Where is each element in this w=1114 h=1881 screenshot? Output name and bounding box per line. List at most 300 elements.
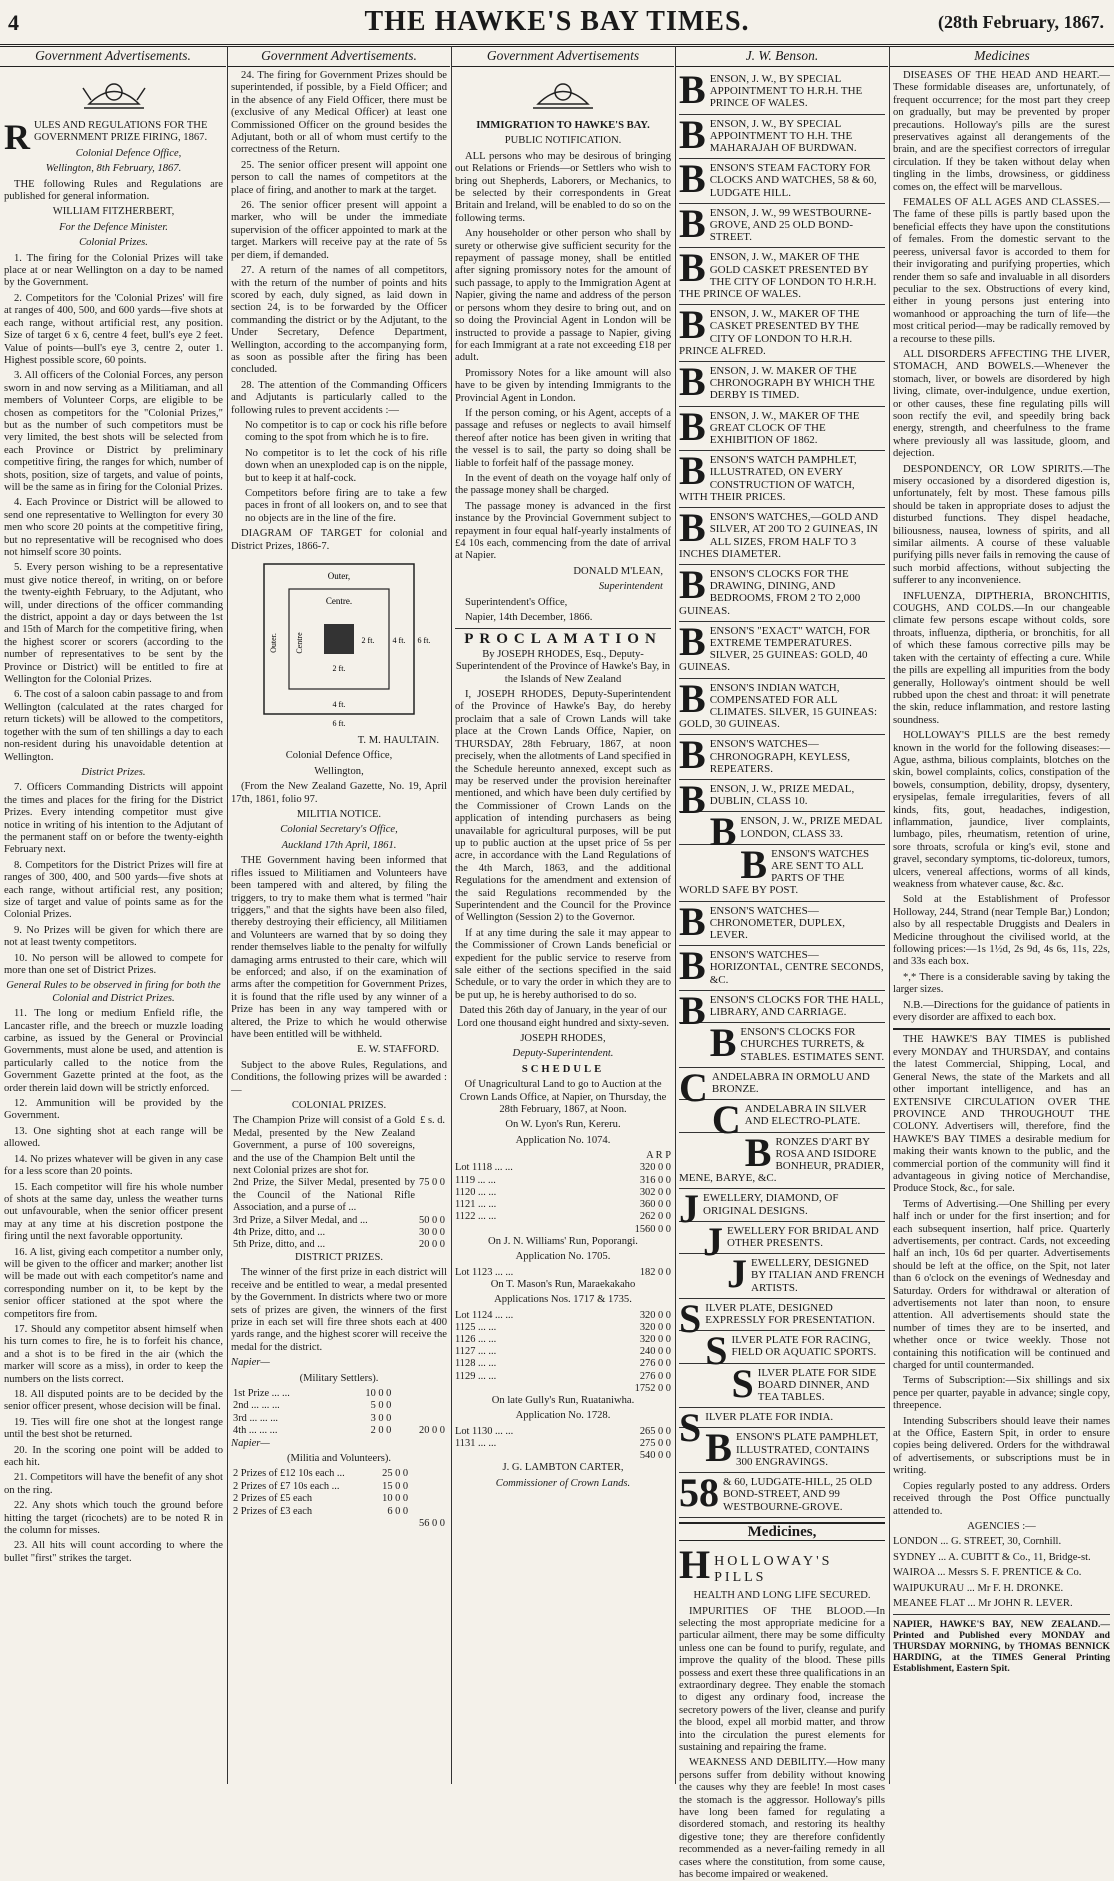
- benson-ad-text: EWELLERY, DESIGNED BY ITALIAN AND FRENCH ARTISTS.: [751, 1257, 885, 1294]
- column-5: [893, 70, 1110, 1782]
- lot-total: [455, 1450, 671, 1462]
- drop-cap: B: [679, 403, 706, 449]
- subheading: District Prizes.: [81, 766, 146, 778]
- times-notice: Terms of Advertising.—One Shilling per every half inch or under for the first insertion; and for each subsequent insertion, half price. Quarterly advertisements, per contract. Cards, not exceeding half an inch, 10s 6d per quarter. Advertisements should be left at the office, on the Spit, not later than 6 o'clock on the evenings of Wednesday and Saturday. Orders for withdrawal or alteration of advertisements not later than noon, to ensure attention. All advertisements should state the number of times they are to be inserted, and whether once or twice weekly. Those not containing this notification will be continued and charged for until countermanded.: [893, 1198, 1110, 1372]
- drop-cap: B: [679, 245, 706, 291]
- newspaper-title: THE HAWKE'S BAY TIMES.: [364, 6, 750, 37]
- prize-desc: The Champion Prize will consist of a Gold Medal, presented by the New Zealand Government, a purse of 100 sovereigns, and the use of the Champion Belt until the next Colonial prizes are shot for.: [233, 1115, 416, 1177]
- lot-list: [455, 1310, 671, 1383]
- prize-desc: 3rd Prize, a Silver Medal, and ...: [233, 1214, 368, 1226]
- colonial-prize-table: [231, 1115, 447, 1251]
- page-number: 4: [8, 10, 19, 35]
- rule-paragraph: 26. The senior officer present will appoint a marker, who will be under the immediate supervision of the officer appointed to mark at the target. Markers will receive pay at the rate of 5s per diem, if demanded.: [231, 200, 447, 261]
- benson-ad-text: ILVER PLATE FOR SIDE BOARD DINNER, AND TEA TABLES.: [757, 1366, 877, 1404]
- lot-area: 320 0 0: [639, 1321, 671, 1333]
- drop-cap: B: [679, 111, 706, 157]
- prize-total: 56 0 0: [419, 1518, 445, 1529]
- drop-cap: S: [679, 1295, 702, 1341]
- militia-notice: THE Government having been informed that rifles issued to Militiamen and Volunteers have been tampered with and altered, by filing the triggers, to try to make them what is termed "hair triggers," and that the sights have been also filed, thereby destroying their efficiency, all Militiamen and Volunteers are warned that by so doing they render themselves liable to the penalty for wilfully damaging arms entrusted to their care, which will be enforced; and also, if on the examination of arms after the competition for Government Prizes, it is found that the rifle used by any winner of a Prize has been in any way tampered with or altered, the Prize to which he would otherwise have been entitled will be withheld.: [231, 855, 447, 1040]
- rules-title: ULES AND REGULATIONS FOR THE GOVERNMENT PRIZE FIRING, 1867.: [34, 120, 208, 144]
- diagram-label: 6 ft.: [417, 636, 431, 646]
- intro-paragraph: THE following Rules and Regulations are published for general information.: [4, 178, 223, 203]
- subheading: Colonial Prizes.: [79, 237, 148, 249]
- drop-cap: B: [709, 1020, 737, 1066]
- benson-ad: [679, 561, 885, 622]
- prize-value: 50 0 0: [419, 1214, 445, 1226]
- lot-number: 1128 ... ...: [455, 1358, 497, 1370]
- benson-ad: [679, 111, 885, 160]
- notice-paragraph: Any householder or other person who shall by surety or otherwise give sufficient security for the repayment of passage money, shall be entitled after signing promissory notes for the amount of such passage, to apply to the Immigration Agent at Napier, giving the name and address of the person or persons whom they desire to bring out, and on so doing the Provincial Agent in London will be instructed to provide a passage to Napier, giving for each Immigrant at a rate not exceeding £18 per adult.: [455, 228, 671, 364]
- lot-number: 1121 ... ...: [455, 1199, 497, 1211]
- benson-ad: [679, 898, 885, 947]
- prize-desc: 4th ... ... ...: [233, 1425, 278, 1437]
- notice-paragraph: Promissory Notes for a like amount will also have to be given by intending Immigrants to the Provincial Agent in London.: [455, 367, 671, 404]
- drop-cap: H: [679, 1542, 711, 1588]
- benson-ad: [679, 1186, 885, 1232]
- diagram-label: 2 ft.: [361, 636, 375, 646]
- lot-row: [455, 1371, 671, 1383]
- benson-ad-text: ENSON'S WATCH PAMPHLET, ILLUSTRATED, ON EVERY CONSTRUCTION OF WATCH, WITH THEIR PRICES.: [679, 454, 857, 503]
- prize-desc: 2 Prizes of £3 each: [233, 1505, 313, 1517]
- lot-row: [455, 1358, 671, 1370]
- times-notice: Intending Subscribers should leave their names at the Office, Eastern Spit, in order to ensure copies being delivered. Orders for the withdrawal of advertisements, or subscriptions must be in writing.: [893, 1415, 1110, 1477]
- column-1: [4, 70, 223, 1782]
- lot-row: [455, 1267, 671, 1279]
- drop-cap: C: [711, 1097, 741, 1143]
- proclamation-title: PROCLAMATION: [464, 631, 662, 648]
- lot-row: [455, 1211, 671, 1223]
- agencies-heading: AGENCIES :—: [967, 1520, 1036, 1532]
- safety-rule: No competitor is to let the cock of his rifle down when an unexploded cap is on the nipple, but to keep it at half-cock.: [245, 447, 447, 484]
- schedule-title: SCHEDULE: [521, 1063, 605, 1075]
- benson-ad-text: EWELLERY FOR BRIDAL AND OTHER PRESENTS.: [727, 1224, 879, 1250]
- column-rule: [227, 46, 228, 1784]
- benson-ad: [679, 987, 885, 1033]
- rule-paragraph: 27. A return of the names of all competitors, with the return of the number of points and hits scored by each, duly signed, as laid down in section 24, is to be forwarded by the Officer commanding the district or by the Adjutant, to the Under Secretary, Defence Department, Wellington, according to the accompanying form, as soon as possible after the firing has been concluded.: [231, 265, 447, 376]
- rule-paragraph: 20. In the scoring one point will be added to each hit.: [4, 1444, 223, 1469]
- lot-area: 360 0 0: [639, 1199, 671, 1211]
- signature: DONALD M'LEAN,: [573, 565, 663, 577]
- lot-row: [455, 1438, 671, 1450]
- lot-row: [455, 1199, 671, 1211]
- diagram-label: Outer.: [269, 633, 278, 653]
- rule-paragraph: 17. Should any competitor absent himself when his turn comes to fire, he is to forfeit his chance, and a shot is to be fired in the air (which the marker will score as a miss), in order to keep the numbers on the lists correct.: [4, 1323, 223, 1385]
- benson-ad: [679, 448, 885, 508]
- drop-cap: J: [703, 1218, 723, 1264]
- benson-ad-text: EWELLERY, DIAMOND, OF ORIGINAL DESIGNS.: [703, 1192, 839, 1217]
- place-line: Auckland 17th April, 1861.: [281, 839, 397, 851]
- lot-number: 1131 ... ...: [455, 1437, 497, 1449]
- benson-ad-text: ENSON'S CLOCKS FOR THE HALL, LIBRARY, AND CARRIAGE.: [709, 993, 884, 1018]
- lot-area: 262 0 0: [639, 1211, 671, 1223]
- times-notice: Copies regularly posted to any address. Orders received through the Post Office punctually attended to.: [893, 1480, 1110, 1517]
- signature: E. W. STAFFORD.: [357, 1044, 439, 1056]
- rule-paragraph: 28. The attention of the Commanding Officers and Adjutants is particularly called to the following rules to prevent accidents :—: [231, 379, 447, 416]
- prize-value: 30 0 0: [419, 1227, 445, 1239]
- medicine-paragraph: INFLUENZA, DIPTHERIA, BRONCHITIS, COUGHS, AND COLDS.—In our changeable climate few persons escape without colds, sore throats, influenza, diptheria, or bronchitis, for all of which these famous corrective pills may be taken with the certainty of effecting a cure. While the pills are expelling all impurities from the body generally, Holloway's ointment should be well rubbed upon the chest and throat: it will penetrate the skin, reduce inflammation, and restore lasting soundness.: [893, 590, 1110, 726]
- signature-title: Deputy-Superintendent.: [512, 1048, 614, 1060]
- drop-cap: C: [679, 1064, 708, 1110]
- drop-cap: B: [705, 1425, 732, 1471]
- medicines-header: Medicines,: [679, 1522, 885, 1541]
- benson-ad-text: ILVER PLATE FOR RACING, FIELD OR AQUATIC SPORTS.: [731, 1334, 877, 1359]
- drop-cap: J: [679, 1186, 699, 1232]
- rule-paragraph: 10. No person will be allowed to compete for more than one set of District Prizes.: [4, 952, 223, 976]
- column-header-3: Government Advertisements: [452, 46, 674, 67]
- benson-ad: [679, 1470, 885, 1518]
- lot-row: [455, 1310, 671, 1322]
- benson-ad-text: ENSON'S WATCHES—CHRONOMETER, DUPLEX, LEVER.: [709, 904, 846, 941]
- benson-ad-list: [679, 67, 885, 1068]
- drop-cap: J: [727, 1251, 747, 1297]
- diagram-label: 4 ft.: [392, 636, 406, 646]
- rule-paragraph: 23. All hits will count according to where the bullet "first" strikes the target.: [4, 1540, 223, 1564]
- column-3: [455, 70, 671, 1782]
- proclamation-by: By JOSEPH RHODES, Esq., Deputy-Superintendent of the Province of Hawke's Bay, in the Islands of New Zealand: [455, 648, 671, 685]
- prize-value: 6 0 0: [387, 1505, 409, 1517]
- drop-cap: B: [679, 200, 706, 246]
- benson-ad-text: ENSON'S "EXACT" WATCH, FOR EXTREME TEMPERATURES. SILVER, 25 GUINEAS: GOLD, 40 GUINEAS.: [679, 624, 871, 674]
- lot-number: 1129 ... ...: [455, 1370, 497, 1382]
- benson-ad: [679, 302, 885, 362]
- drop-cap: S: [731, 1360, 754, 1406]
- office-line: Superintendent's Office,: [465, 596, 568, 608]
- arp-header: A R P: [646, 1150, 671, 1162]
- divider: [893, 1614, 1110, 1615]
- place-line: Wellington,: [314, 765, 364, 777]
- benson-ad-text: ENSON, J. W., BY SPECIAL APPOINTMENT TO H.R.H. THE PRINCE OF WALES.: [709, 73, 863, 110]
- column-header-4: J. W. Benson.: [676, 46, 888, 67]
- lot-total-value: 1560 0 0: [634, 1223, 671, 1235]
- drop-cap: R: [4, 117, 30, 157]
- lot-header: [455, 1150, 671, 1162]
- rule-paragraph: 19. Ties will fire one shot at the longest range until the best shot be returned.: [4, 1416, 223, 1441]
- benson-ad-text: ANDELABRA IN SILVER AND ELECTRO-PLATE.: [744, 1103, 867, 1128]
- lot-row: [455, 1346, 671, 1358]
- benson-ad-text: ENSON, J. W., MAKER OF THE GOLD CASKET PRESENTED BY THE CITY OF LONDON TO H.R.H. THE PRINCE OF WALES.: [679, 251, 877, 301]
- column-2: [231, 70, 447, 1782]
- rule-paragraph: 7. Officers Commanding Districts will appoint the times and places for the firing for the District Prizes. Every intending competitor must give notice in writing of his intention to the Adjutant of the permanent staff on or before the twenty-eighth February next.: [4, 782, 223, 856]
- benson-ad-text: ENSON'S WATCHES—CHRONOGRAPH, KEYLESS, REPEATERS.: [709, 738, 850, 775]
- agency-line: WAIROA ... Messrs S. F. PRENTICE & Co.: [893, 1567, 1082, 1579]
- prize-value: 75 0 0: [419, 1177, 445, 1189]
- benson-ad: [679, 776, 885, 822]
- prize-value: 15 0 0: [382, 1480, 409, 1492]
- safety-rule: No competitor is to cap or cock his rifle before coming to the spot from which he is to fire.: [245, 419, 447, 444]
- office-line: Colonial Defence Office,: [75, 147, 182, 159]
- prize-value: 2 0 0: [370, 1425, 392, 1437]
- notice-paragraph: ALL persons who may be desirous of bringing out Relations or Friends—or Settlers who wish to bring out Shepherds, Laborers, or Mechanics, to be selected by their correspondents in Great Britain and Ireland, will be enabled to do so on the following terms.: [455, 150, 671, 224]
- benson-ad: [679, 1425, 885, 1473]
- prize-desc: 2nd Prize, the Silver Medal, presented by the Council of the National Rifle Association, and a purse of ...: [233, 1177, 416, 1214]
- benson-ad: [679, 1328, 885, 1374]
- lot-number: 1120 ... ...: [455, 1186, 497, 1198]
- masthead: [0, 0, 1114, 47]
- prizes-intro: Subject to the above Rules, Regulations, and Conditions, the following prizes will be awarded :—: [231, 1059, 447, 1096]
- benson-ad-text: ILVER PLATE, DESIGNED EXPRESSLY FOR PRESENTATION.: [705, 1301, 875, 1327]
- rule-paragraph: 14. No prizes whatever will be given in any case for a less score than 20 points.: [4, 1153, 223, 1178]
- benson-ad: [679, 1097, 885, 1143]
- diagram-label: Centre: [295, 632, 304, 654]
- prize-value: 10 0 0: [382, 1493, 409, 1505]
- drop-cap: B: [679, 732, 706, 778]
- prize-desc: 2 Prizes of £12 10s each ...: [233, 1468, 345, 1480]
- rule-paragraph: 1. The firing for the Colonial Prizes will take place at or near Wellington on a day to be named by the Government.: [4, 252, 223, 289]
- issue-date: (28th February, 1867.: [938, 12, 1104, 32]
- agency-line: MEANEE FLAT ... Mr JOHN R. LEVER.: [893, 1597, 1073, 1609]
- drop-cap: B: [744, 1129, 772, 1175]
- run-name: On W. Lyon's Run, Kereru.: [505, 1119, 621, 1131]
- lot-number: 1122 ... ...: [455, 1211, 497, 1223]
- benson-ad-text: ENSON, J. W. MAKER OF THE CHRONOGRAPH BY WHICH THE DERBY IS TIMED.: [709, 365, 875, 402]
- benson-ad: [679, 943, 885, 991]
- drop-cap: B: [679, 987, 706, 1033]
- lot-row: [455, 1175, 671, 1187]
- signature: J. G. LAMBTON CARTER,: [502, 1462, 624, 1474]
- lot-number: 1125 ... ...: [455, 1321, 497, 1333]
- lot-row: [455, 1334, 671, 1346]
- place-line: Wellington, 8th February, 1867.: [45, 163, 182, 175]
- lot-total-value: 1752 0 0: [634, 1382, 671, 1394]
- lot-area: 275 0 0: [639, 1437, 671, 1449]
- signer-title: For the Defence Minister.: [59, 221, 168, 233]
- times-notice: THE HAWKE'S BAY TIMES is published every MONDAY and THURSDAY, and contains the latest Commercial, Shipping, Local, and General News, the state of the Markets and all other important intelligence, and has an EXTENSIVE CIRCULATION OVER THE PROVINCE AND THROUGHOUT THE COLONY. Advertisers will, therefore, find the HAWKE'S BAY TIMES a desirable medium for making their wants known to the public, and the commercial portion of the community will find it advantageous in giving notice of Merchandise, Produce Stock, &c., for sale.: [893, 1034, 1110, 1195]
- gazette-note: (From the New Zealand Gazette, No. 19, April 17th, 1861, folio 97.: [231, 781, 447, 805]
- schedule-text: Of Unagricultural Land to go to Auction at the Crown Lands Office, at Napier, on Thursday, the 28th February, 1867, at Noon.: [459, 1079, 667, 1116]
- safety-rule: Competitors before firing are to take a few paces in front of all lookers on, and to see that no objects are in the line of the fire.: [245, 488, 447, 524]
- agency-line: LONDON ... G. STREET, 30, Cornhill.: [893, 1536, 1062, 1548]
- imprint: NAPIER, HAWKE'S BAY, NEW ZEALAND.—Printed and Published every MONDAY and THURSDAY MORNING, by THOMAS BENNICK HARDING, at the TIMES General Printing Establishment, Eastern Spit.: [893, 1619, 1110, 1675]
- prize-desc: 1st Prize ... ...: [233, 1387, 290, 1399]
- lot-row: [455, 1322, 671, 1334]
- diagram-label: 6 ft.: [332, 719, 346, 729]
- lot-number: Lot 1118 ... ...: [455, 1162, 513, 1174]
- rule-paragraph: 21. Competitors will have the benefit of any shot on the ring.: [4, 1472, 223, 1496]
- signer-name: WILLIAM FITZHERBERT,: [52, 206, 175, 218]
- lot-area: 320 0 0: [639, 1333, 671, 1345]
- benson-ad: [679, 618, 885, 679]
- lot-total: [455, 1224, 671, 1236]
- application-number: Application No. 1074.: [515, 1134, 611, 1146]
- benson-ad-list-extra: [679, 1064, 885, 1518]
- column-header-5: Medicines: [890, 46, 1114, 67]
- benson-ad-text: ENSON'S PLATE PAMPHLET, ILLUSTRATED, CONTAINS 300 ENGRAVINGS.: [735, 1431, 879, 1468]
- drop-cap: B: [679, 675, 706, 721]
- office-line: Colonial Defence Office,: [285, 750, 393, 762]
- benson-ad: [679, 1218, 885, 1264]
- lot-number: Lot 1130 ... ...: [455, 1425, 514, 1437]
- benson-ad-text: ENSON'S WATCHES ARE SENT TO ALL PARTS OF THE WORLD SAFE BY POST.: [679, 847, 870, 897]
- drop-cap: 58: [679, 1470, 719, 1516]
- diagram-label: Centre.: [325, 596, 353, 607]
- medicine-paragraph: *,* There is a considerable saving by taking the larger sizes.: [893, 971, 1110, 996]
- rule-paragraph: 4. Each Province or District will be allowed to send one representative to Wellington for every 30 men who score 20 points at the competitive firing, but no representative will be recognised who does not himself score 30 points.: [4, 497, 223, 558]
- benson-ad-text: ILVER PLATE FOR INDIA.: [705, 1411, 834, 1424]
- column-rule: [889, 46, 890, 1784]
- drop-cap: B: [679, 561, 706, 607]
- lot-row: [455, 1426, 671, 1438]
- benson-ad-text: ENSON'S WATCHES—HORIZONTAL, CENTRE SECONDS, &C.: [709, 949, 884, 986]
- holloway-ad: [679, 1542, 885, 1590]
- rule-paragraph: 5. Every person wishing to be a representative must give notice thereof, in writing, on or before the twenty-eighth February, to the Adjutant, who will, under directions of the officer commanding the district, appoint a day or days between the 1st and 15th of March for the competitive firing, when the highest scorer or scorers (according to the number of representatives to be sent by the Province or District) will be entitled to fire at Wellington for the Colonial Prizes.: [4, 562, 223, 686]
- subheading: DISTRICT PRIZES.: [294, 1251, 384, 1263]
- rule-paragraph: 2. Competitors for the 'Colonial Prizes' will fire at ranges of 400, 500, and 600 yards—five shots at each range, without artificial rest, any position. Size of target 6 x 6, centre 4 feet, bull's eye 2 feet. Value of points—bull's eye 3, centre 2, outer 1. Highest possible score, 60 points.: [4, 292, 223, 366]
- notice-paragraph: I, JOSEPH RHODES, Deputy-Superintendent of the Province of Hawke's Bay, do hereby proclaim that a sale of Crown Lands will take place at the Crown Lands Office, Napier, on THURSDAY, 28th February, 1867, at noon precisely, when the allotments of Land specified in the Schedule hereunto annexed, except such as may be reserved under the provision hereinafter mentioned, and which have been duly certified by the Commissioner of Crown Lands on the application of intending purchasers as being unavailable for agricultural purposes, will be put up to public auction at the upset price of 5s per acre, in accordance with the Land Regulations of the 4th March, 1863, and the additional Regulations for the amendment and extension of the said Regulations recommended by the Superintendent and the Council for the Province of Wellington (Session 2) to the Governor.: [455, 689, 671, 924]
- notice-paragraph: In the event of death on the voyage half only of the passage money shall be charged.: [455, 472, 671, 497]
- lot-number: 1119 ... ...: [455, 1174, 496, 1186]
- subheading: (Military Settlers).: [299, 1372, 379, 1384]
- drop-cap: B: [679, 448, 706, 494]
- rule-paragraph: 22. Any shots which touch the ground before hitting the target (ricochets) are to be noted R in the column for misses.: [4, 1500, 223, 1537]
- prize-value: 20 0 0: [419, 1239, 445, 1251]
- medicine-paragraph: DISEASES OF THE HEAD AND HEART.—These formidable diseases are, unfortunately, of frequent occurrence; for the most part they creep on gradually, but may be prevented by proper precautions. Holloway's pills are the surest preservatives against all derangements of the brain, and are the specifiest correctors of irregular circulation. If they be taken without delay when tingling in the limbs, drowsiness, or giddiness comes on, the effect will be marvellous.: [893, 70, 1110, 193]
- rule-paragraph: 18. All disputed points are to be decided by the senior officer present, whose decision will be final.: [4, 1389, 223, 1413]
- drop-cap: B: [679, 618, 706, 664]
- medicine-paragraph: WEAKNESS AND DEBILITY.—How many persons suffer from debility without knowing the causes why they are feeble! In most cases the stomach is the aggressor. Holloway's pills have long been famed for regulating a disordered stomach, and restoring its healthy digestive tone; they are therefore confidently recommended as a never-failing remedy in all cases where the constitution, from some cause, has become impaired or weakened.: [679, 1757, 885, 1881]
- drop-cap: B: [679, 943, 706, 989]
- drop-cap: B: [709, 809, 737, 855]
- signature: T. M. HAULTAIN.: [357, 735, 439, 747]
- diagram-label: 2 ft.: [332, 664, 346, 674]
- subheading: General Rules to be observed in firing for both the Colonial and District Prizes.: [6, 980, 221, 1004]
- district-prizes-text: The winner of the first prize in each district will receive and be entitled to wear, a medal presented by the Government. In districts where two or more sets of prizes are given, the winners of the first prize in each set will fire three shots each at 400 yards range, and the highest scorer will receive the medal for the district.: [231, 1267, 447, 1353]
- rule-paragraph: 11. The long or medium Enfield rifle, the Lancaster rifle, and the breech or muzzle loading carbine, as issued by the General or Provincial Governments, must alone be used, and attention is particularly called to the notice from the Government Gazette printed at the foot, as the order therein laid down will be strictly enforced.: [4, 1008, 223, 1094]
- settlers-prize-table: [231, 1388, 447, 1438]
- lot-area: 182 0 0: [639, 1266, 671, 1278]
- application-number: Applications Nos. 1717 & 1735.: [494, 1294, 632, 1306]
- lot-area: 265 0 0: [639, 1425, 671, 1437]
- benson-ad: [679, 200, 885, 249]
- royal-crest-icon: [79, 74, 149, 114]
- rule-paragraph: 16. A list, giving each competitor a number only, will be given to the officer and marker; another list will be made out with each competitor's name and corresponding number on it, to be kept by the senior officer stationed at the spot where the competitors fire from.: [4, 1246, 223, 1320]
- benson-ad-text: ENSON'S CLOCKS FOR THE DRAWING, DINING, AND BEDROOMS, FROM 2 TO 2,000 GUINEAS.: [679, 567, 861, 617]
- subheading: PUBLIC NOTIFICATION.: [504, 135, 622, 147]
- medicine-paragraph: HOLLOWAY'S PILLS are the best remedy known in the world for the following diseases:—Ague, asthma, bilious complaints, blotches on the skin, bowel complaints, colics, constipation of the bowels, consumption, debility, dropsy, dysentery, erysipelas, female irregularities, fevers of all kinds, fits, gout, headaches, indigestion, inflammation, jaundice, liver complaints, lumbago, piles, rheumatism, retention of urine, sore throats, scrofula or king's evil, stone and gravel, secondary symptoms, tic-doloreux, tumors, ulcers, venereal affections, worms of all kinds, weakness from whatever cause, &c. &c.: [893, 730, 1110, 890]
- benson-ad-text: & 60, LUDGATE-HILL, 25 OLD BOND-STREET, AND 99 WESTBOURNE-GROVE.: [723, 1476, 873, 1513]
- benson-ad: [679, 403, 885, 452]
- place-line: Napier, 14th December, 1866.: [465, 612, 593, 624]
- signature: JOSEPH RHODES,: [520, 1033, 606, 1045]
- prize-desc: 2 Prizes of £5 each: [233, 1493, 313, 1505]
- notice-paragraph: If the person coming, or his Agent, accepts of a passage and refuses or neglects to avail himself thereof after notice has been given in writing that the vessel is to sail, the party so doing shall be liable to forfeit half of the passage money.: [455, 407, 671, 469]
- benson-ad: [679, 1064, 885, 1110]
- subheading: COLONIAL PRIZES.: [291, 1100, 387, 1111]
- column-4: [679, 67, 885, 1881]
- benson-ad-text: ENSON'S WATCHES,—GOLD AND SILVER, AT 200 TO 2 GUINEAS, IN ALL SIZES, FROM HALF TO 3 INCHES DIAMETER.: [679, 511, 879, 560]
- lot-area: 320 0 0: [639, 1162, 671, 1174]
- benson-ad-text: ENSON'S CLOCKS FOR CHURCHES TURRETS, & STABLES. ESTIMATES SENT.: [740, 1026, 885, 1063]
- medicine-paragraph: N.B.—Directions for the guidance of patients in every disorder are affixed to each box.: [893, 999, 1110, 1024]
- benson-ad: [679, 156, 885, 204]
- benson-ad-text: ENSON'S INDIAN WATCH, COMPENSATED FOR ALL CLIMATES. SILVER, 15 GUINEAS: GOLD, 30 GUINEAS.: [679, 681, 878, 731]
- lot-area: 316 0 0: [639, 1174, 671, 1186]
- drop-cap: S: [705, 1328, 728, 1374]
- medicine-paragraph: ALL DISORDERS AFFECTING THE LIVER, STOMACH, AND BOWELS.—Whenever the stomach, liver, or bowels are disordered by high living, climate, over-indulgence, undue exertion, or other causes, these fine regulating pills will soon rectify the evil, and speedily bring back energy, strength, and cheerfulness to the frame where previously all was lassitude, gloom, and dejection.: [893, 348, 1110, 460]
- medicine-paragraph: IMPURITIES OF THE BLOOD.—In selecting the most appropriate medicine for a particular ailment, there may be some difficulty unless one can be found to purify, regulate, and improve the quality of the blood. These pills possess and exert these three qualifications in an extraordinary degree. They enable the stomach to digest any ordinary food, increase the secretory powers of the liver, cleanse and purify the blood, expel all morbid matter, and throw into the circulation the purest elements for sustaining and repairing the frame.: [679, 1605, 885, 1753]
- lot-area: 320 0 0: [639, 1309, 671, 1321]
- drop-cap: B: [679, 505, 706, 551]
- target-diagram: [244, 559, 434, 729]
- prize-value: 3 0 0: [370, 1412, 392, 1424]
- run-name: On J. N. Williams' Run, Poporangi.: [488, 1235, 638, 1247]
- lot-list: [455, 1162, 671, 1223]
- benson-ad-text: ENSON, J. W., PRIZE MEDAL LONDON, CLASS 33.: [740, 815, 882, 840]
- lot-number: 1126 ... ...: [455, 1333, 497, 1345]
- benson-ad-text: ENSON'S STEAM FACTORY FOR CLOCKS AND WATCHES, 58 & 60, LUDGATE HILL.: [709, 162, 877, 199]
- rule-paragraph: 24. The firing for Government Prizes should be superintended, if possible, by a Field Officer; and in the absence of any Field Officer, there must be (exclusive of any Medical Officer) at least one Commissioned Officer on the ground besides the Adjutant, both or all of whom must certify to the correctness of the Return.: [231, 70, 447, 156]
- benson-ad-text: RONZES D'ART BY ROSA AND ISIDORE BONHEUR, PRADIER, MENE, BARYE, &C.: [679, 1135, 884, 1185]
- application-number: Application No. 1728.: [515, 1410, 611, 1422]
- times-notice: Terms of Subscription:—Six shillings and six pence per quarter, payable in advance; single copy, threepence.: [893, 1375, 1110, 1412]
- lot-number: 1127 ... ...: [455, 1346, 497, 1358]
- dated-line: Dated this 26th day of January, in the year of our Lord one thousand eight hundred and sixty-seven.: [456, 1005, 670, 1029]
- run-name: On T. Mason's Run, Maraekakaho: [490, 1278, 636, 1290]
- medicine-paragraph: FEMALES OF ALL AGES AND CLASSES.—The fame of these pills is partly based upon the beneficial effects they have upon the constitutions of females. From the domestic servant to the peeress, universal favor is accorded to them for their invigorating and purifying properties, which render them so safe and invaluable in all disorders peculiar to the sex. Obstructions of every kind, either in young persons just entering into womanhood or approaching the turn of life—the most critical period—may be radically removed by a recourse to these pills.: [893, 197, 1110, 345]
- lot-number: Lot 1124 ... ...: [455, 1309, 514, 1321]
- holloway-title: HOLLOWAY'S PILLS: [714, 1554, 833, 1586]
- drop-cap: B: [679, 359, 706, 405]
- benson-ad: [679, 67, 885, 115]
- benson-ad-text: ANDELABRA IN ORMOLU AND BRONZE.: [711, 1070, 870, 1096]
- lot-area: 276 0 0: [639, 1358, 671, 1370]
- benson-ad-text: ENSON, J. W., PRIZE MEDAL, DUBLIN, CLASS 10.: [709, 782, 855, 808]
- notice-paragraph: The passage money is advanced in the first instance by the Provincial Government subject to repayment in four equal half-yearly instalments of £4 10s each, commencing from the date of arrival at Napier.: [455, 500, 671, 562]
- benson-ad: [679, 359, 885, 407]
- rule-paragraph: 25. The senior officer present will appoint one person to call the names of competitors at the place of firing, and another to mark at the target.: [231, 159, 447, 196]
- office-line: Colonial Secretary's Office,: [280, 824, 398, 836]
- rule-paragraph: 3. All officers of the Colonial Forces, any person sworn in and now serving as a Militiaman, and all members of Volunteer Corps, are eligible to be chosen as competitors for the "Colonial Prizes," but as the number of such competitors must be very limited, the best shots will be selected from each Province or District by preliminary competitive firing, the ranges for which, number of shots, position, size of targets, and value of points, will be the same as in firing for the Colonial Prizes.: [4, 370, 223, 493]
- benson-ad-text: ENSON, J. W., 99 WESTBOURNE-GROVE, AND 25 OLD BOND-STREET.: [709, 206, 872, 244]
- district-name: Napier—: [231, 1357, 270, 1369]
- benson-ad: [679, 245, 885, 305]
- district-name: Napier—: [231, 1437, 270, 1449]
- diagram-title: DIAGRAM OF TARGET for colonial and District Prizes, 1866-7.: [231, 528, 447, 552]
- benson-ad: [679, 809, 885, 855]
- divider: [455, 628, 671, 629]
- signature-title: Superintendent: [598, 581, 663, 593]
- column-rule: [451, 46, 452, 1784]
- prize-desc: 2nd ... ... ...: [233, 1400, 280, 1412]
- column-rule: [675, 46, 676, 1784]
- drop-cap: B: [679, 156, 706, 202]
- benson-ad: [679, 1295, 885, 1341]
- prize-value: £ s. d.: [420, 1115, 445, 1127]
- subheading: (Militia and Volunteers).: [286, 1452, 392, 1464]
- divider: [893, 1028, 1110, 1030]
- prize-value: 25 0 0: [382, 1468, 409, 1480]
- lot-total-value: 540 0 0: [639, 1450, 671, 1462]
- agency-line: SYDNEY ... A. CUBITT & Co., 11, Bridge-st.: [893, 1551, 1091, 1563]
- prize-total: 20 0 0: [419, 1425, 445, 1437]
- benson-ad: [679, 732, 885, 780]
- lot-area: 240 0 0: [639, 1346, 671, 1358]
- benson-ad: [679, 1129, 885, 1190]
- run-name: On late Gully's Run, Ruataniwha.: [491, 1394, 635, 1406]
- diagram-label: Outer,: [327, 571, 351, 582]
- benson-ad: [679, 1020, 885, 1068]
- benson-ad: [679, 675, 885, 736]
- medicine-paragraph: Sold at the Establishment of Professor Holloway, 244, Strand (near Temple Bar,) London; also by all respectable Druggists and Dealers in Medicine throughout the civilised world, at the following prices:—1s 1½d, 2s 9d, 4s 6s, 11s, 22s, and 33s each box.: [893, 894, 1110, 968]
- lot-number: Lot 1123 ... ...: [455, 1266, 514, 1278]
- agency-line: WAIPUKURAU ... Mr F. H. DRONKE.: [893, 1582, 1064, 1594]
- rule-paragraph: 8. Competitors for the District Prizes will fire at ranges of 300, 400, and 500 yards—five shots at each range, without artificial rest, any position; size of target and value of points same as for the Colonial Prizes.: [4, 859, 223, 921]
- notice-paragraph: If at any time during the sale it may appear to the Commissioner of Crown Lands beneficial or expedient for the public service to reserve from sale either of the sections specified in the said Schedule, or to vary the order in which they are to be put up, he is hereby authorised to do so.: [455, 927, 671, 1001]
- rule-paragraph: 15. Each competitor will fire his whole number of shots at the same day, unless the weather turns out unfavourable, when the senior officer present may at any time at his discretion postpone the firing until the next favorable opportunity.: [4, 1181, 223, 1243]
- royal-crest-icon: [528, 74, 598, 114]
- lot-total: [455, 1383, 671, 1395]
- benson-ad-text: ENSON, J. W., MAKER OF THE GREAT CLOCK OF THE EXHIBITION OF 1862.: [709, 409, 860, 447]
- subheading: HEALTH AND LONG LIFE SECURED.: [693, 1590, 871, 1602]
